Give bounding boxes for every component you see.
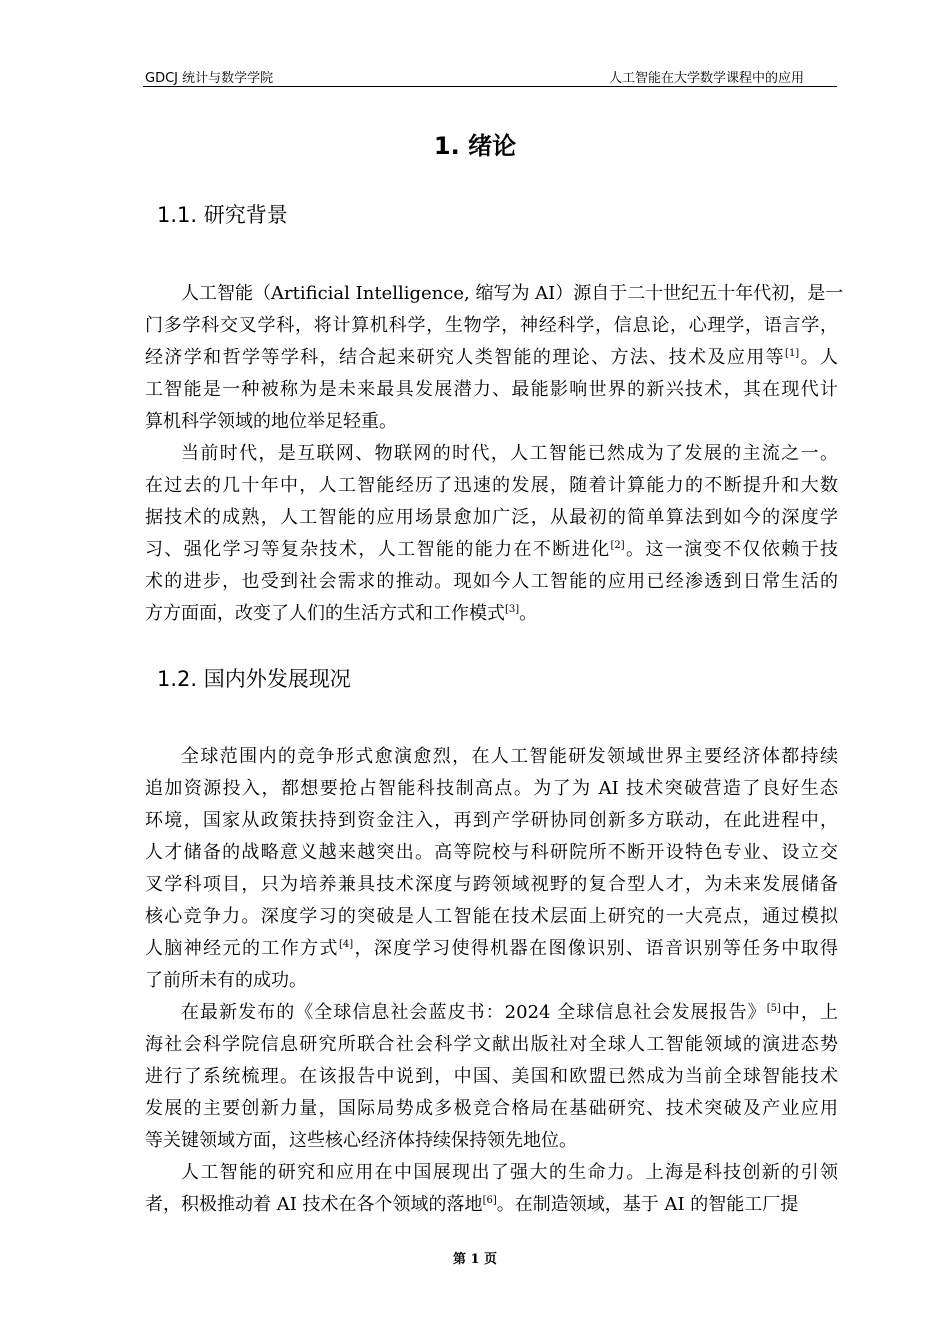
text-segment: 核心竞争力。深度学习的突破是人工智能在技术层面上研究的一大亮点，通过模拟 — [145, 906, 838, 927]
text-segment: 当前时代，是互联网、物联网的时代，人工智能已然成为了发展的主流之一。 — [181, 443, 838, 464]
text-line — [145, 837, 838, 869]
citation-ref: [5] — [766, 1003, 781, 1014]
text-line — [145, 502, 838, 534]
text-line — [145, 933, 838, 965]
text-segment: 经济学和哲学等学科，结合起来研究人类智能的理论、方法、技术及应用等 — [145, 347, 786, 368]
citation-ref: [1] — [785, 348, 800, 359]
text-segment: ，深度学习使得机器在图像识别、语音识别等任务中取得 — [353, 938, 838, 959]
text-segment: 人脑神经元的工作方式 — [145, 938, 339, 959]
paragraph — [145, 1157, 838, 1221]
text-segment: 人才储备的战略意义越来越突出。高等院校与科研院所不断开设特色专业、设立交 — [145, 842, 838, 863]
text-line — [145, 997, 838, 1029]
text-segment: 人工智能的研究和应用在中国展现出了强大的生命力。上海是科技创新的引领 — [181, 1162, 838, 1183]
paragraph — [145, 997, 838, 1157]
text-segment: 追加资源投入，都想要抢占智能科技制高点。为了为 AI 技术突破营造了良好生态 — [145, 778, 838, 799]
text-segment: 中，上 — [780, 1002, 838, 1023]
text-segment: 在最新发布的《全球信息社会蓝皮书：2024 全球信息社会发展报告》 — [181, 1002, 767, 1023]
text-line — [145, 773, 838, 805]
text-line — [145, 438, 838, 470]
text-line — [145, 406, 838, 438]
text-segment: 。在制造领域，基于 AI 的智能工厂提 — [496, 1194, 799, 1215]
text-segment: 全球范围内的竞争形式愈演愈烈，在人工智能研发领域世界主要经济体都持续 — [181, 746, 838, 767]
text-segment: 者，积极推动着 AI 技术在各个领域的落地 — [145, 1194, 483, 1215]
citation-ref: [4] — [338, 939, 354, 950]
text-segment: 方方面面，改变了人们的生活方式和工作模式 — [145, 603, 505, 624]
section-heading: 1.1. 研究背景 — [157, 203, 288, 227]
text-line — [145, 965, 838, 997]
text-segment: 算机科学领域的地位举足轻重。 — [145, 411, 397, 432]
text-segment: 习、强化学习等复杂技术，人工智能的能力在不断进化 — [145, 539, 611, 560]
citation-ref: [6] — [482, 1195, 497, 1206]
page-number: 第 1 页 — [452, 1252, 498, 1267]
text-line — [145, 470, 838, 502]
text-line — [145, 534, 838, 566]
text-segment: 环境，国家从政策扶持到资金注入，再到产学研协同创新多方联动，在此进程中， — [145, 810, 838, 831]
text-segment: 。 — [519, 603, 538, 624]
citation-ref: [3] — [505, 604, 520, 615]
citation-ref: [2] — [610, 540, 625, 551]
text-line — [145, 1029, 838, 1061]
text-segment: 据技术的成熟，人工智能的应用场景愈加广泛，从最初的简单算法到如今的深度学 — [145, 507, 838, 528]
paragraph — [145, 741, 838, 997]
text-segment: 人工智能（Artificial Intelligence, 缩写为 AI）源自于二十世纪五十年代初，是一 — [181, 283, 844, 304]
text-line — [145, 1093, 838, 1125]
text-line — [145, 805, 838, 837]
text-line — [145, 741, 838, 773]
section-heading: 1.2. 国内外发展现况 — [157, 667, 351, 691]
header-divider — [143, 86, 837, 87]
header-thesis-title: 人工智能在大学数学课程中的应用 — [608, 71, 804, 86]
header-school: GDCJ 统计与数学学院 — [145, 71, 274, 86]
text-line — [145, 278, 844, 310]
text-line — [145, 374, 838, 406]
text-line — [145, 598, 838, 630]
text-line — [145, 310, 838, 342]
text-line — [145, 901, 838, 933]
text-line — [145, 869, 838, 901]
text-segment: 发展的主要创新力量，国际局势成多极竞合格局在基础研究、技术突破及产业应用 — [145, 1098, 838, 1119]
text-segment: 在过去的几十年中，人工智能经历了迅速的发展，随着计算能力的不断提升和大数 — [145, 475, 838, 496]
text-segment: 进行了系统梳理。在该报告中说到，中国、美国和欧盟已然成为当前全球智能技术 — [145, 1066, 838, 1087]
text-line — [145, 1157, 838, 1189]
text-segment: 。这一演变不仅依赖于技 — [624, 539, 839, 560]
text-line — [145, 1061, 838, 1093]
paragraph — [145, 438, 838, 630]
text-line — [145, 1189, 838, 1221]
chapter-title: 1. 绪论 — [433, 132, 517, 160]
text-segment: 门多学科交叉学科，将计算机科学，生物学，神经科学，信息论，心理学，语言学， — [145, 315, 838, 336]
text-segment: 工智能是一种被称为是未来最具发展潜力、最能影响世界的新兴技术，其在现代计 — [145, 379, 838, 400]
text-segment: 术的进步，也受到社会需求的推动。现如今人工智能的应用已经渗透到日常生活的 — [145, 571, 838, 592]
text-segment: 等关键领域方面，这些核心经济体持续保持领先地位。 — [145, 1130, 577, 1151]
text-segment: 叉学科项目，只为培养兼具技术深度与跨领域视野的复合型人才，为未来发展储备 — [145, 874, 838, 895]
text-segment: 了前所未有的成功。 — [145, 970, 307, 991]
text-segment: 海社会科学院信息研究所联合社会科学文献出版社对全球人工智能领域的演进态势 — [145, 1034, 838, 1055]
text-segment: 。人 — [799, 347, 839, 368]
text-line — [145, 566, 838, 598]
paragraph — [145, 278, 844, 438]
text-line — [145, 342, 838, 374]
text-line — [145, 1125, 838, 1157]
